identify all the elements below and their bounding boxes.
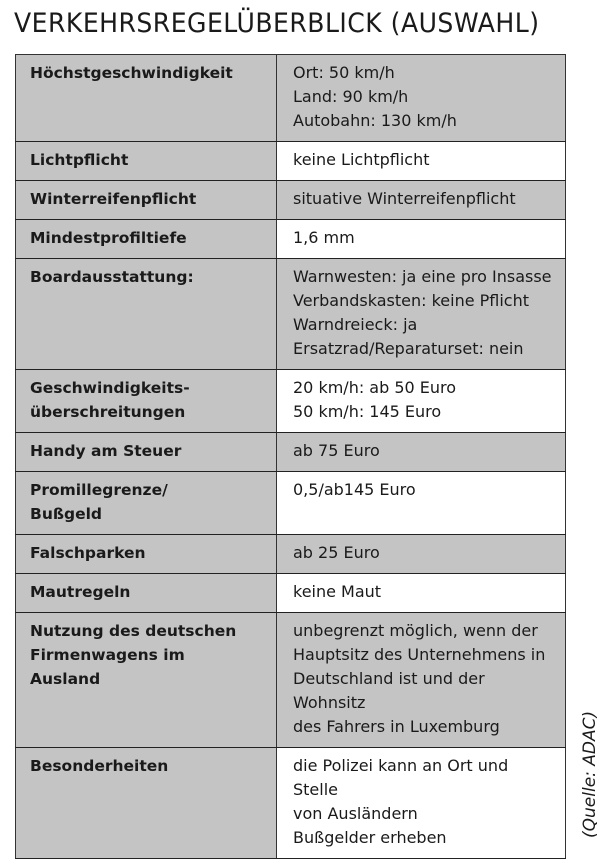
label-line: überschreitungen (30, 403, 186, 421)
value-line: Ort: 50 km/h (293, 63, 395, 82)
row-label (16, 574, 277, 613)
value-line: keine Maut (293, 582, 382, 601)
table-row (16, 433, 566, 472)
label-line: Nutzung des deutschen (30, 622, 237, 640)
value-line: des Fahrers in Luxemburg (293, 717, 500, 736)
row-value (277, 370, 566, 433)
value-line: die Polizei kann an Ort und Stelle (293, 756, 509, 799)
value-line: Deutschland ist und der Wohnsitz (293, 669, 485, 712)
table-row (16, 142, 566, 181)
label-line: Besonderheiten (30, 757, 169, 775)
label-line: Lichtpflicht (30, 151, 129, 169)
row-value (277, 433, 566, 472)
value-line: 50 km/h: 145 Euro (293, 402, 442, 421)
source-credit: (Quelle: ADAC) (580, 710, 600, 838)
row-label (16, 535, 277, 574)
label-line: Winterreifenpflicht (30, 190, 197, 208)
row-value (277, 181, 566, 220)
value-line: Autobahn: 130 km/h (293, 111, 457, 130)
value-line: Bußgelder erheben (293, 828, 447, 847)
value-line: 0,5/ab145 Euro (293, 480, 416, 499)
row-label (16, 55, 277, 142)
value-line: 20 km/h: ab 50 Euro (293, 378, 457, 397)
value-line: Warndreieck: ja (293, 315, 418, 334)
row-label (16, 370, 277, 433)
value-line: von Ausländern (293, 804, 418, 823)
row-value (277, 55, 566, 142)
label-line: Mautregeln (30, 583, 131, 601)
table-row (16, 748, 566, 859)
value-line: Warnwesten: ja eine pro Insasse (293, 267, 552, 286)
row-label (16, 613, 277, 748)
value-line: Hauptsitz des Unternehmens in (293, 645, 546, 664)
table-row (16, 55, 566, 142)
label-line: Boardausstattung: (30, 268, 194, 286)
label-line: Promillegrenze/ (30, 481, 168, 499)
row-label (16, 181, 277, 220)
row-value (277, 613, 566, 748)
value-line: Ersatzrad/Reparaturset: nein (293, 339, 524, 358)
label-line: Handy am Steuer (30, 442, 182, 460)
label-line: Mindestprofiltiefe (30, 229, 187, 247)
row-label (16, 433, 277, 472)
table-row (16, 220, 566, 259)
table-row (16, 472, 566, 535)
row-value (277, 748, 566, 859)
traffic-rules-table (15, 54, 566, 859)
row-label (16, 748, 277, 859)
row-label (16, 220, 277, 259)
table-row (16, 181, 566, 220)
value-line: Land: 90 km/h (293, 87, 409, 106)
row-value (277, 535, 566, 574)
row-label (16, 472, 277, 535)
value-line: unbegrenzt möglich, wenn der (293, 621, 538, 640)
row-value (277, 220, 566, 259)
value-line: ab 25 Euro (293, 543, 380, 562)
label-line: Ausland (30, 670, 101, 688)
row-label (16, 259, 277, 370)
row-value (277, 574, 566, 613)
row-label (16, 142, 277, 181)
table-row (16, 535, 566, 574)
value-line: Verbandskasten: keine Pflicht (293, 291, 530, 310)
row-value (277, 259, 566, 370)
row-value (277, 142, 566, 181)
table-row (16, 613, 566, 748)
value-line: 1,6 mm (293, 228, 355, 247)
label-line: Falschparken (30, 544, 146, 562)
value-line: ab 75 Euro (293, 441, 380, 460)
table-row (16, 574, 566, 613)
value-line: keine Lichtpflicht (293, 150, 430, 169)
table-row (16, 370, 566, 433)
label-line: Geschwindigkeits- (30, 379, 190, 397)
label-line: Firmenwagens im (30, 646, 185, 664)
row-value (277, 472, 566, 535)
table-row (16, 259, 566, 370)
label-line: Bußgeld (30, 505, 103, 523)
label-line: Höchstgeschwindigkeit (30, 64, 233, 82)
value-line: situative Winterreifenpflicht (293, 189, 516, 208)
page-title: VERKEHRSREGELÜBERBLICK (AUSWAHL) (14, 8, 540, 39)
